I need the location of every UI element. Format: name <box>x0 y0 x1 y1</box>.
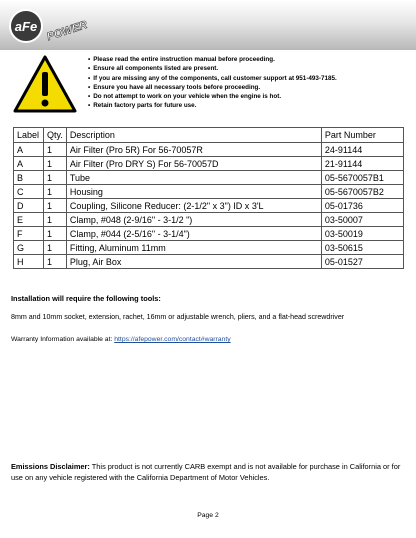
cell-part-number: 24-91144 <box>321 143 403 157</box>
table-row <box>14 241 404 255</box>
cell-qty: 1 <box>44 213 67 227</box>
table-row <box>14 143 404 157</box>
cell-part-number: 03-50007 <box>321 213 403 227</box>
safety-note: • Do not attempt to work on your vehicle when the engine is hot. <box>88 92 408 101</box>
cell-label: A <box>14 143 44 157</box>
page-number: Page 2 <box>197 512 219 519</box>
cell-qty: 1 <box>44 227 67 241</box>
cell-part-number: 05-01736 <box>321 199 403 213</box>
cell-qty: 1 <box>44 171 67 185</box>
header-qty: Qty. <box>44 128 67 143</box>
header-label: Label <box>14 128 44 143</box>
cell-description: Coupling, Silicone Reducer: (2-1/2" x 3") ID x 3'L <box>66 199 321 213</box>
cell-qty: 1 <box>44 143 67 157</box>
header-description: Description <box>66 128 321 143</box>
safety-note: • Ensure all components listed are present. <box>88 64 408 73</box>
safety-note: • Please read the entire instruction manual before proceeding. <box>88 55 408 64</box>
cell-qty: 1 <box>44 199 67 213</box>
cell-qty: 1 <box>44 241 67 255</box>
table-row <box>14 227 404 241</box>
cell-part-number: 05-5670057B2 <box>321 185 403 199</box>
cell-description: Housing <box>66 185 321 199</box>
cell-label: G <box>14 241 44 255</box>
cell-qty: 1 <box>44 255 67 269</box>
table-row <box>14 171 404 185</box>
cell-label: E <box>14 213 44 227</box>
cell-description: Plug, Air Box <box>66 255 321 269</box>
install-tools-heading: Installation will require the following tools: <box>11 294 161 303</box>
cell-description: Air Filter (Pro DRY S) For 56-70057D <box>66 157 321 171</box>
cell-qty: 1 <box>44 157 67 171</box>
cell-label: B <box>14 171 44 185</box>
safety-notes-list <box>88 55 408 111</box>
table-row <box>14 255 404 269</box>
header-part-number: Part Number <box>321 128 403 143</box>
svg-text:aFe: aFe <box>14 19 38 34</box>
warranty-label: Warranty Information available at: <box>11 336 113 343</box>
cell-description: Air Filter (Pro 5R) For 56-70057R <box>66 143 321 157</box>
table-row <box>14 185 404 199</box>
cell-label: D <box>14 199 44 213</box>
cell-label: F <box>14 227 44 241</box>
cell-description: Fitting, Aluminum 11mm <box>66 241 321 255</box>
warranty-link[interactable]: https://afepower.com/contact#warranty <box>114 336 231 343</box>
svg-text:POWER: POWER <box>45 19 89 44</box>
parts-table <box>13 127 404 269</box>
install-tools-list: 8mm and 10mm socket, extension, rachet, 16mm or adjustable wrench, pliers, and a flat-head screwdriver <box>11 313 345 321</box>
warranty-info <box>11 336 231 343</box>
cell-label: C <box>14 185 44 199</box>
cell-qty: 1 <box>44 185 67 199</box>
cell-part-number: 03-50615 <box>321 241 403 255</box>
cell-part-number: 05-5670057B1 <box>321 171 403 185</box>
cell-part-number: 03-50019 <box>321 227 403 241</box>
emissions-text: This product is not currently CARB exempt and is not available for purchase in California or for use on any vehicle registered with the California Department of Motor Vehicles. <box>11 462 401 482</box>
cell-part-number: 05-01527 <box>321 255 403 269</box>
table-row <box>14 213 404 227</box>
cell-description: Tube <box>66 171 321 185</box>
emissions-disclaimer <box>11 462 407 483</box>
cell-part-number: 21-91144 <box>321 157 403 171</box>
warning-triangle-icon <box>12 54 78 114</box>
safety-note: • Retain factory parts for future use. <box>88 101 408 110</box>
safety-note: • Ensure you have all necessary tools before proceeding. <box>88 83 408 92</box>
parts-table-header-row <box>14 128 404 143</box>
cell-description: Clamp, #044 (2-5/16" - 3-1/4") <box>66 227 321 241</box>
emissions-label: Emissions Disclaimer: <box>11 462 90 471</box>
cell-label: H <box>14 255 44 269</box>
table-row <box>14 157 404 171</box>
afe-power-logo <box>6 4 96 44</box>
cell-description: Clamp, #048 (2-9/16" - 3-1/2 ") <box>66 213 321 227</box>
safety-note: • If you are missing any of the components, call customer support at 951-493-7185. <box>88 74 408 83</box>
cell-label: A <box>14 157 44 171</box>
table-row <box>14 199 404 213</box>
